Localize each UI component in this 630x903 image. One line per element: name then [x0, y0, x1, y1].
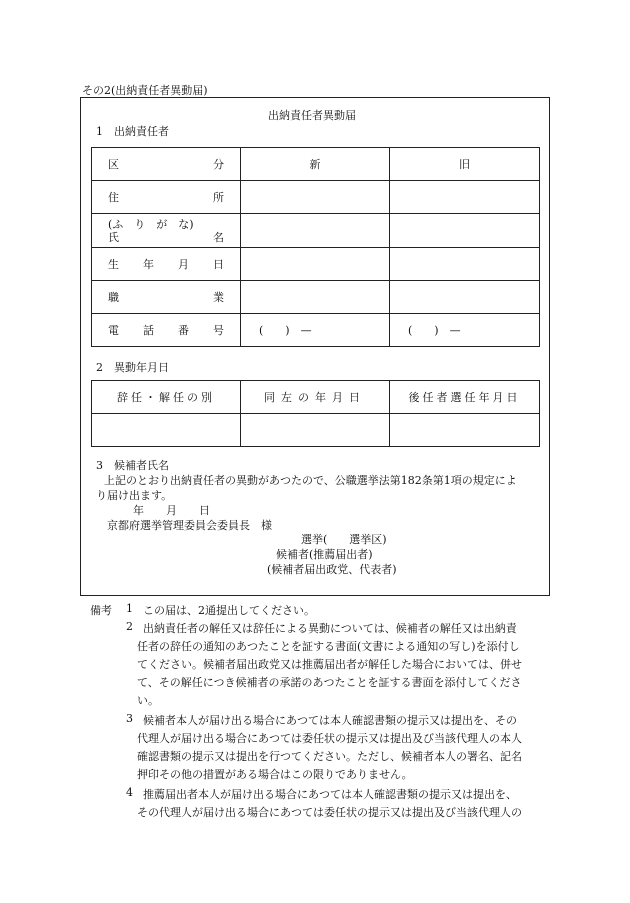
table-row	[92, 314, 540, 347]
name-new-cell[interactable]	[241, 214, 390, 248]
birthdate-old-cell[interactable]	[390, 248, 540, 281]
candidate-field: 候補者(推薦届出者)	[276, 548, 373, 561]
row-label-name: (ふ り が な) 氏 名	[92, 214, 241, 248]
note-line: 押印その他の措置がある場合はこの限りでありません。	[137, 768, 413, 781]
col-header-successor-date: 後任者選任年月日	[390, 381, 540, 414]
successor-date-cell[interactable]	[390, 414, 540, 447]
occupation-new-cell[interactable]	[241, 281, 390, 314]
phone-new-cell[interactable]: ( ) —	[241, 314, 390, 347]
note-line: てください。候補者届出政党又は推薦届出者が解任した場合においては、併せ	[137, 658, 522, 671]
name-old-cell[interactable]	[390, 214, 540, 248]
furigana-label: (ふ り が な)	[108, 217, 194, 231]
treasurer-table	[91, 147, 540, 347]
note-line: 推薦届出者本人が届け出る場合にあつては本人確認書類の提示又は提出を、	[143, 788, 517, 801]
note-line: い。	[137, 694, 159, 707]
note-line: その代理人が届け出る場合にあつては委任状の提示又は提出及び当該代理人の	[137, 806, 522, 819]
form-title: 出納責任者異動届	[268, 109, 356, 122]
section2-heading: 2 異動年月日	[96, 361, 169, 374]
election-field: 選挙( 選挙区)	[301, 533, 387, 546]
table-row	[92, 281, 540, 314]
col-header-same-date: 同左の年月日	[241, 381, 390, 414]
row-label-division: 区 分	[92, 148, 241, 181]
section1-heading: 1 出納責任者	[96, 125, 169, 138]
address-new-cell[interactable]	[241, 181, 390, 214]
note-line: 代理人が届け出る場合にあつては委任状の提示又は提出及び当該代理人の本人	[137, 732, 522, 745]
submission-date: 年 月 日	[133, 504, 210, 517]
table-row	[92, 181, 540, 214]
phone-old-cell[interactable]: ( ) —	[390, 314, 540, 347]
declaration-line2: り届け出ます。	[96, 489, 173, 502]
party-field: (候補者届出政党、代表者)	[267, 563, 397, 576]
col-header-new: 新	[241, 148, 390, 181]
note-line: て、その解任につき候補者の承諾のあつたことを証する書面を添付してくださ	[137, 676, 522, 689]
declaration-line1: 上記のとおり出納責任者の異動があつたので、公職選挙法第182条第1項の規定によ	[104, 474, 517, 487]
note-number: 4	[126, 786, 133, 799]
row-label-occupation: 職 業	[92, 281, 241, 314]
col-header-old: 旧	[390, 148, 540, 181]
form-number: その2(出納責任者異動届)	[82, 84, 208, 97]
note-line: 出納責任者の解任又は辞任による異動については、候補者の解任又は出納責	[143, 622, 517, 635]
addressee: 京都府選挙管理委員会委員長 様	[107, 519, 272, 532]
address-old-cell[interactable]	[390, 181, 540, 214]
note-number: 2	[126, 620, 133, 633]
same-date-cell[interactable]	[241, 414, 390, 447]
notes-label: 備考	[90, 604, 112, 617]
occupation-old-cell[interactable]	[390, 281, 540, 314]
row-label-phone: 電 話 番 号	[92, 314, 241, 347]
table-row	[92, 248, 540, 281]
note-line: 任者の辞任の通知のあつたことを証する書面(文書による通知の写し)を添付し	[137, 640, 520, 653]
table-row	[92, 214, 540, 248]
table-row	[92, 414, 540, 447]
note-line: 確認書類の提示又は提出を行つてください。ただし、候補者本人の署名、記名	[137, 750, 522, 763]
note-line: 候補者本人が届け出る場合にあつては本人確認書類の提示又は提出を、その	[143, 714, 517, 727]
col-header-resign-dismiss: 辞任・解任の別	[92, 381, 241, 414]
birthdate-new-cell[interactable]	[241, 248, 390, 281]
note-number: 1	[126, 602, 133, 615]
change-date-table	[91, 380, 540, 447]
note-number: 3	[126, 712, 133, 725]
row-label-birthdate: 生 年 月 日	[92, 248, 241, 281]
row-label-address: 住 所	[92, 181, 241, 214]
resign-dismiss-cell[interactable]	[92, 414, 241, 447]
section3-heading: 3 候補者氏名	[96, 459, 169, 472]
table-row	[92, 381, 540, 414]
table-row	[92, 148, 540, 181]
note-line: この届は、2通提出してください。	[143, 604, 315, 617]
